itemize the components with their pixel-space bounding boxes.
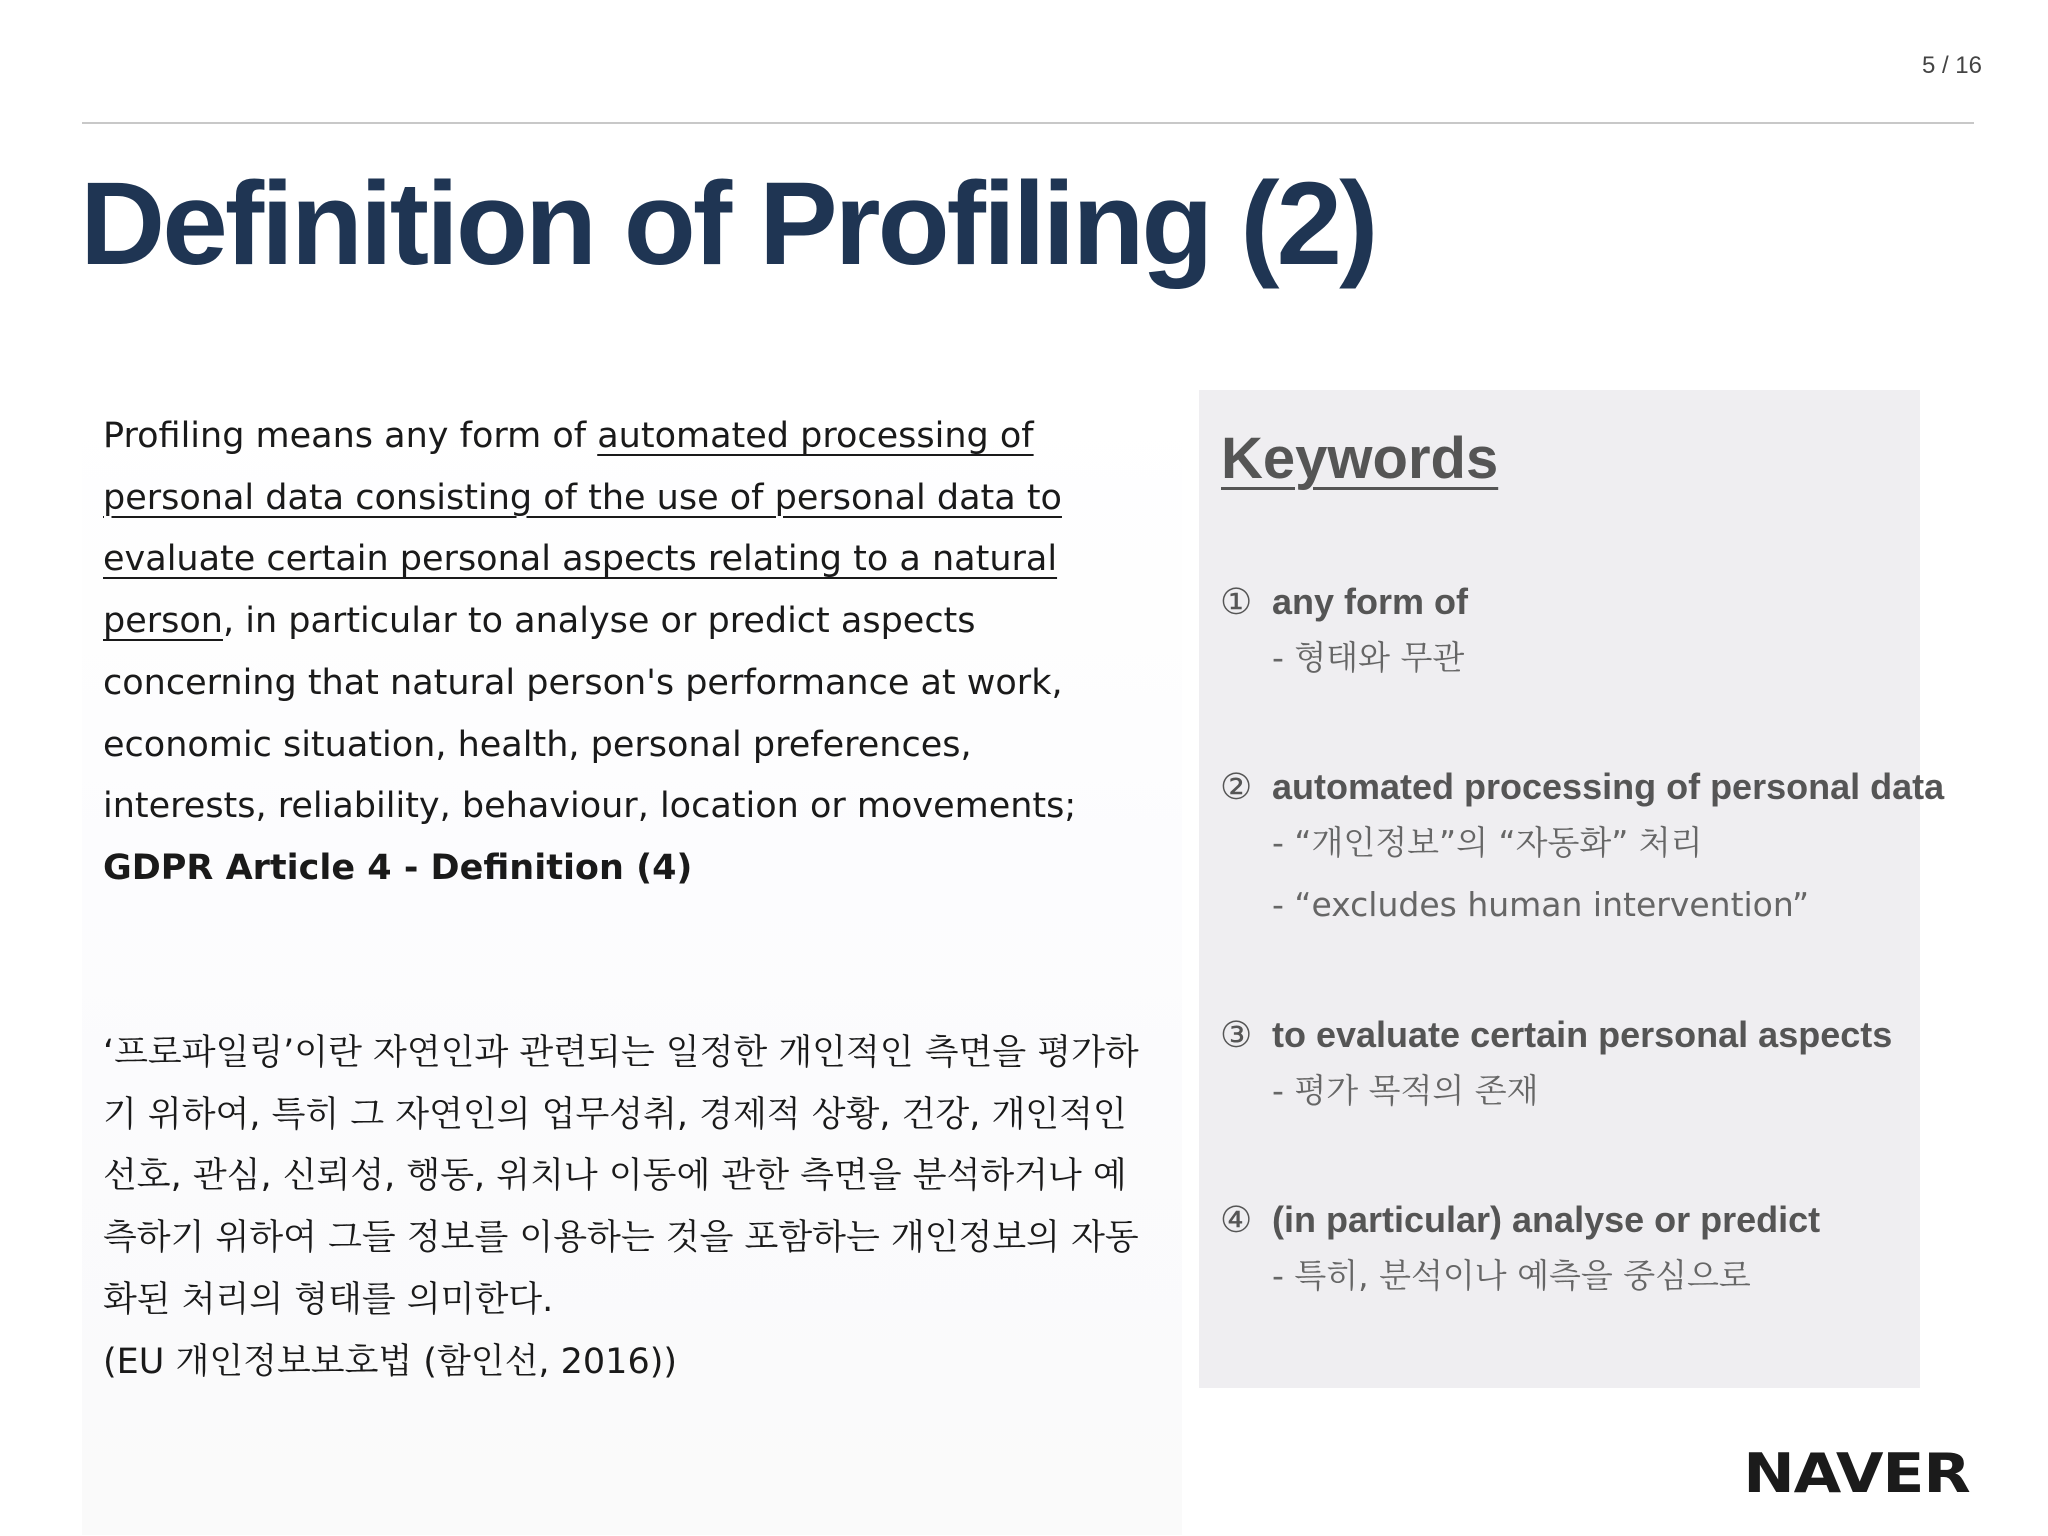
keyword-number: ① [1220, 581, 1253, 622]
definition-underlined-phrase: automated processing of personal data consisting of the use of personal data to evaluate certain personal aspects relating to a natural person [103, 416, 1062, 642]
keyword-title [1220, 1195, 1910, 1245]
keyword-title [1220, 1010, 1910, 1060]
keyword-title [1220, 762, 1945, 812]
keyword-item [1220, 1010, 1910, 1122]
keyword-title-text: (in particular) analyse or predict [1272, 1199, 1821, 1240]
header-divider [82, 122, 1974, 124]
keyword-title-text: to evaluate certain personal aspects [1272, 1014, 1893, 1055]
keywords-heading: Keywords [1221, 426, 1499, 491]
definition-korean [103, 1023, 1143, 1393]
keyword-number: ③ [1220, 1014, 1253, 1055]
keyword-note: - 평가 목적의 존재 [1272, 1071, 1539, 1110]
keyword-title-text: automated processing of personal data [1272, 766, 1945, 807]
keyword-title-text: any form of [1272, 581, 1469, 622]
definition-korean-text: ‘프로파일링’이란 자연인과 관련되는 일정한 개인적인 측면을 평가하기 위하여, 특히 그 자연인의 업무성취, 경제적 상황, 건강, 개인적인 선호, 관심, 신뢰성, 행동, 위치나 이동에 관한 측면을 분석하거나 예측하기 위하여 그들 정보를 이용하는 것을 포함하는 개인정보의 자동화된 처리의 형태를 의미한다. [103, 1033, 1139, 1320]
keyword-number: ④ [1220, 1199, 1253, 1240]
definition-korean-source: (EU 개인정보보호법 (함인선, 2016)) [103, 1341, 678, 1382]
definition-source: GDPR Article 4 - Definition (4) [103, 847, 693, 888]
keyword-number: ② [1220, 766, 1253, 807]
keyword-note: - 특히, 분석이나 예측을 중심으로 [1272, 1256, 1751, 1295]
keyword-title [1220, 577, 1910, 627]
keyword-note: - “excludes human intervention” [1272, 885, 1810, 924]
naver-logo: NAVER [1743, 1442, 1970, 1505]
keyword-note: - “개인정보”의 “자동화” 처리 [1272, 823, 1703, 862]
keyword-item [1220, 762, 1945, 936]
slide-title: Definition of Profiling (2) [80, 158, 1376, 290]
keyword-item [1220, 577, 1910, 689]
keyword-note: - 형태와 무관 [1272, 638, 1465, 677]
definition-intro: Profiling means any form of [103, 416, 598, 456]
page-number: 5 / 16 [1921, 52, 1982, 79]
keyword-item [1220, 1195, 1910, 1307]
definition-rest: , in particular to analyse or predict aspects concerning that natural person's performance at work, economic situation, health, personal preferences, interests, reliability, behaviour, location or movements; [103, 601, 1077, 827]
definition-english [103, 406, 1143, 900]
